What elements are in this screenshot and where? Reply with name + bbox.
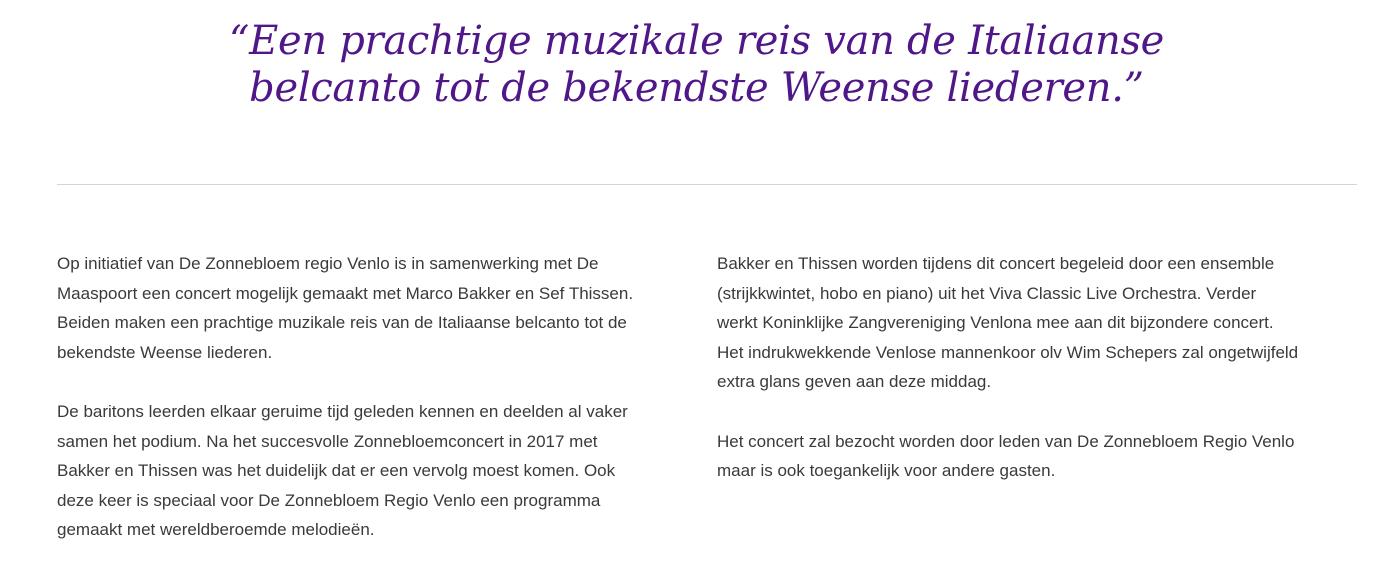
paragraph-line: deze keer is speciaal voor De Zonnebloem Regio Venlo een programma: [57, 490, 601, 510]
paragraph-line: Beiden maken een prachtige muzikale reis van de Italiaanse belcanto tot de: [57, 313, 627, 332]
left-text-column: [57, 249, 697, 575]
pull-quote-line: “Een prachtige muzikale reis van de Italiaanse: [228, 18, 1165, 64]
right-text-column: [717, 249, 1357, 516]
paragraph-line: samen het podium. Na het succesvolle Zonnebloemconcert in 2017 met: [57, 431, 598, 451]
paragraph-line: gemaakt met wereldberoemde melodieën.: [57, 520, 375, 539]
paragraph: [57, 397, 697, 545]
section-divider: [57, 184, 1357, 185]
paragraph-line: extra glans geven aan deze middag.: [717, 372, 992, 391]
paragraph-line: De baritons leerden elkaar geruime tijd geleden kennen en deelden al vaker: [57, 402, 628, 421]
paragraph: [57, 249, 697, 367]
paragraph: [717, 249, 1357, 397]
pull-quote-line: belcanto tot de bekendste Weense liederen.”: [249, 65, 1144, 111]
paragraph-line: bekendste Weense liederen.: [57, 342, 273, 362]
paragraph-line: Bakker en Thissen was het duidelijk dat er een vervolg moest komen. Ook: [57, 461, 616, 480]
pull-quote: [0, 18, 1393, 112]
paragraph-line: Maaspoort een concert mogelijk gemaakt met Marco Bakker en Sef Thissen.: [57, 283, 634, 303]
paragraph-line: Het indrukwekkende Venlose mannenkoor olv Wim Schepers zal ongetwijfeld: [717, 342, 1299, 362]
paragraph: [717, 427, 1357, 486]
paragraph-line: Op initiatief van De Zonnebloem regio Venlo is in samenwerking met De: [57, 254, 599, 273]
paragraph-line: werkt Koninklijke Zangvereniging Venlona mee aan dit bijzondere concert.: [717, 313, 1274, 332]
paragraph-line: maar is ook toegankelijk voor andere gasten.: [717, 461, 1056, 480]
paragraph-line: Bakker en Thissen worden tijdens dit concert begeleid door een ensemble: [717, 254, 1275, 273]
paragraph-line: (strijkkwintet, hobo en piano) uit het Viva Classic Live Orchestra. Verder: [717, 283, 1257, 303]
paragraph-line: Het concert zal bezocht worden door leden van De Zonnebloem Regio Venlo: [717, 431, 1295, 451]
